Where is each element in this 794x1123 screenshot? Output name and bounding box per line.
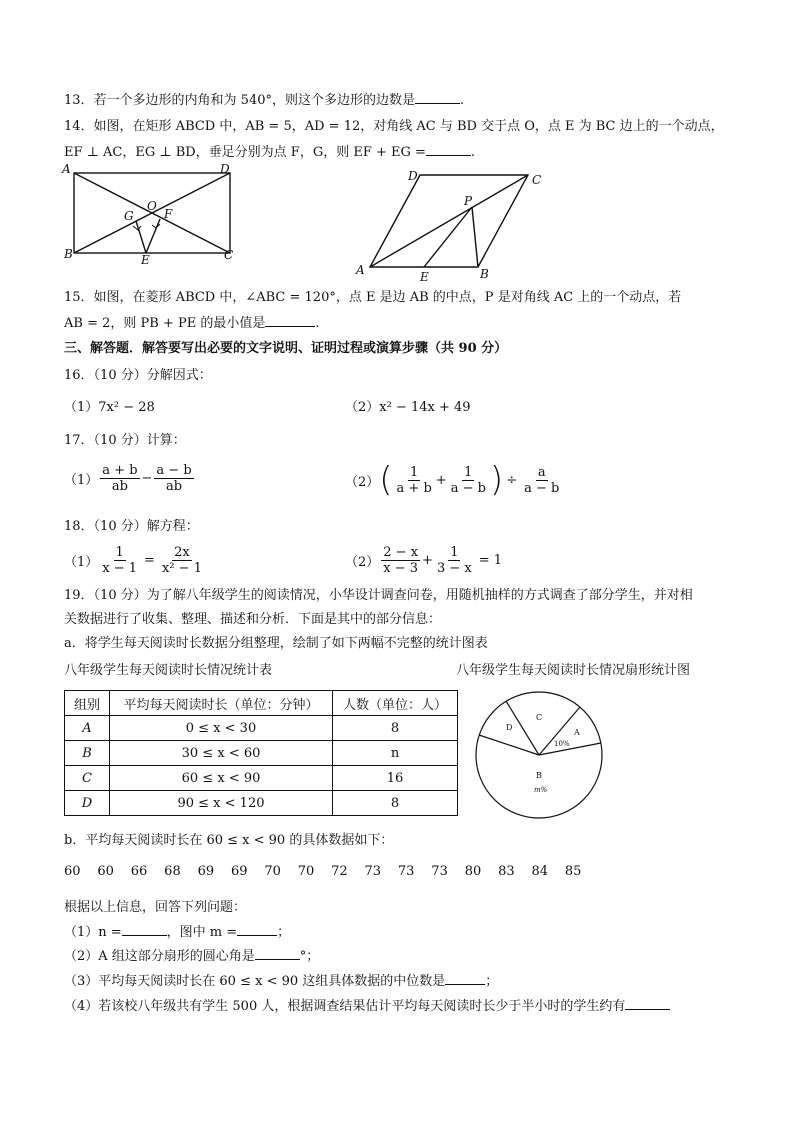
pie-title: 八年级学生每天阅读时长情况扇形统计图 <box>456 663 691 678</box>
section-3-heading: 三、解答题．解答要写出必要的文字说明、证明过程或演算步骤（共 90 分） <box>64 341 508 356</box>
label-O: O <box>147 199 157 213</box>
pie-label-A-percent: 10% <box>554 740 570 748</box>
label-D: D <box>220 162 230 176</box>
question-19-sub2: （2）A 组这部分扇形的圆心角是 °； <box>64 949 320 964</box>
label-C: C <box>224 248 234 262</box>
question-19-sub1: （1）n = ，图中 m = ； <box>64 925 291 940</box>
answer-blank <box>426 143 471 156</box>
label-B: B <box>64 247 73 261</box>
table-row: B 30 ≤ x < 60 n <box>65 741 458 766</box>
table-row: D 90 ≤ x < 120 8 <box>65 791 458 816</box>
question-19-a: a．将学生每天阅读时长数据分组整理，绘制了如下两幅不完整的统计图表 <box>64 636 488 651</box>
question-15-line2: AB = 2，则 PB + PE 的最小值是 . <box>64 316 320 331</box>
label-A: A <box>62 162 71 176</box>
label-D: D <box>408 169 418 183</box>
pie-label-B-percent: m% <box>534 786 548 794</box>
question-15-line1: 15．如图，在菱形 ABCD 中，∠ABC = 120°，点 E 是边 AB 的中点，P 是对角线 AC 上的一个动点，若 <box>64 290 682 305</box>
question-13: 13．若一个多边形的内角和为 540°，则这个多边形的边数是 . <box>64 93 465 108</box>
question-19-b: b．平均每天阅读时长在 60 ≤ x < 90 的具体数据如下： <box>64 833 394 848</box>
table-header-row: 组别 平均每天阅读时长（单位：分钟） 人数（单位：人） <box>65 691 458 716</box>
label-F: F <box>164 207 173 221</box>
question-19-line1: 19．（10 分）为了解八年级学生的阅读情况，小华设计调查问卷，用随机抽样的方式调查了部分学生，并对相 <box>64 588 693 603</box>
question-19-prompt: 根据以上信息，回答下列问题： <box>64 900 247 915</box>
pie-chart <box>470 686 610 826</box>
question-16-title: 16．（10 分）分解因式： <box>64 368 212 383</box>
label-C: C <box>532 173 542 187</box>
question-19-sub4: （4）若该校八年级共有学生 500 人，根据调查结果估计平均每天阅读时长少于半小时的学生约有 <box>64 997 670 1016</box>
rectangle-figure <box>60 160 250 272</box>
question-18-part2: （2） $\frac{2 - x}{x - 3}$ + $\frac{1}{3 - x}$ = 1 <box>345 545 503 576</box>
question-16-part1: （1）7x² − 28 <box>64 400 155 415</box>
answer-blank <box>237 923 277 936</box>
answer-blank <box>265 314 315 327</box>
question-17-part1: （1） $\frac{a + b}{ab}$ − $\frac{a - b}{ab}$ <box>64 463 192 494</box>
pie-label-A: A <box>574 728 580 737</box>
pie-label-D: D <box>506 723 513 732</box>
answer-blank <box>625 997 670 1010</box>
table-row: A 0 ≤ x < 30 8 <box>65 716 458 741</box>
question-19-line2: 关数据进行了收集、整理、描述和分析．下面是其中的部分信息： <box>64 612 442 627</box>
data-list: 60 60 66 68 69 69 70 70 72 73 73 73 80 83 84 85 <box>64 864 582 879</box>
stats-table <box>64 690 458 816</box>
question-19-sub3: （3）平均每天阅读时长在 60 ≤ x < 90 这组具体数据的中位数是 ； <box>64 974 499 989</box>
table-row: C 60 ≤ x < 90 16 <box>65 766 458 791</box>
label-A: A <box>356 263 365 277</box>
answer-blank <box>445 972 485 985</box>
question-18-part1: （1） $\frac{1}{x - 1}$ = $\frac{2x}{\text{x² − 1}}$ <box>64 545 202 576</box>
table-title: 八年级学生每天阅读时长情况统计表 <box>64 663 273 678</box>
question-18-title: 18．（10 分）解方程： <box>64 519 199 534</box>
question-16-part2: （2）x² − 14x + 49 <box>345 400 471 415</box>
question-17-title: 17．（10 分）计算： <box>64 433 186 448</box>
pie-label-B: B <box>536 771 542 780</box>
pie-label-C: C <box>536 713 543 722</box>
label-B: B <box>480 267 489 281</box>
answer-blank <box>415 91 460 104</box>
label-G: G <box>124 209 134 223</box>
question-14-line2: EF ⊥ AC，EG ⊥ BD，垂足分别为点 F，G，则 EF + EG = . <box>64 145 476 160</box>
label-P: P <box>464 194 473 208</box>
question-14-line1: 14．如图，在矩形 ABCD 中，AB = 5，AD = 12，对角线 AC 与 BD 交于点 O，点 E 为 BC 边上的一个动点， <box>64 119 724 134</box>
answer-blank <box>122 923 167 936</box>
label-E: E <box>420 270 429 282</box>
label-E: E <box>141 253 150 267</box>
rhombus-figure <box>352 162 548 282</box>
answer-blank <box>255 947 300 960</box>
question-17-part2: （2） ( $\frac{1}{a + b}$ + $\frac{1}{a - b}$ ) ÷ $\frac{a}{a - b}$ <box>345 460 560 500</box>
